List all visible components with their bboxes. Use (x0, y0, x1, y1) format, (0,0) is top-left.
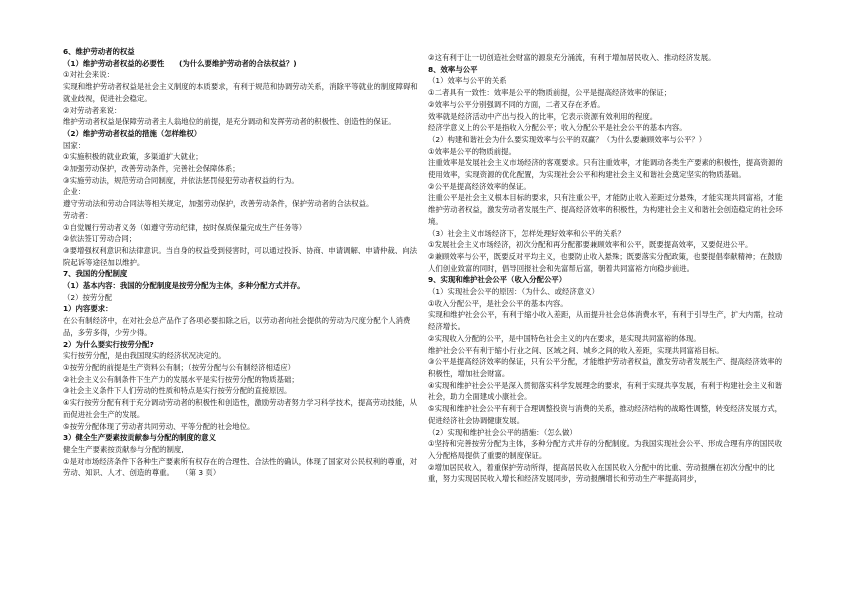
right-column-line: ③公平是提高经济效率的保证，只有公平分配，才能维护劳动者权益，激发劳动者发展生产、提高经济效率的积极性，增加社会财富。 (428, 357, 782, 378)
left-column-line: 3）健全生产要素按贡献参与分配的制度的意义 (63, 433, 216, 443)
right-column-line: 实现和维护社会公平，有利于缩小收入差距，从而提升社会总体消费水平，有利于引导生产，扩大内需，拉动经济增长。 (428, 310, 783, 332)
left-column-line: 劳动者： (63, 210, 93, 220)
right-column-line: ①发展社会主义市场经济，初次分配和再分配都要兼顾效率和公平，既要提高效率，又要促进公平。 (428, 240, 753, 250)
right-column-line: ②实现收入分配的公平，是中国特色社会主义的内在要求，是实现共同富裕的体现。 (428, 333, 701, 343)
right-column-line: ②效率与公平分别强调不同的方面，二者又存在矛盾。 (428, 99, 605, 109)
right-column-line: 注重效率是发展社会主义市场经济的客观要求。只有注重效率，才能调动各类生产要素的积极性，提高资源的使用效率，实现资源的优化配置，为实现社会公平和构建社会主义和谐社会奠定坚实的物质基础。 (428, 158, 783, 180)
left-column-line: ①对社会来说： (63, 70, 114, 80)
left-column-line: ①按劳分配的前提是生产资料公有制；（按劳分配与公有制经济相适应） (63, 362, 296, 372)
left-column-line: 健全生产要素按贡献参与分配的制度, (63, 444, 184, 454)
left-column-line: （2）维护劳动者权益的措施（怎样维权） (63, 128, 202, 138)
left-column-line: ②社会主义公有制条件下生产力的发展水平是实行按劳分配的物质基础； (63, 374, 299, 384)
left-column-line: 1）内容要求： (63, 304, 113, 314)
left-column-line: 维护劳动者权益是保障劳动者主人翁地位的前提，是充分调动和发挥劳动者的积极性、创造性的保证。 (63, 117, 396, 127)
right-column-line: （1）实现社会公平的原因：（为什么、或经济意义） (428, 287, 599, 297)
right-column (428, 52, 788, 485)
left-column-line: ③实施劳动法，规范劳动合同制度，并依法惩罚侵犯劳动者权益的行为。 (63, 175, 299, 185)
right-column-line: ①坚持和完善按劳分配为主体，多种分配方式并存的分配制度。为我国实现社会公平、形成合理有序的国民收入分配格局提供了重要的制度保证。 (428, 439, 782, 460)
left-column-line: ①实施积极的就业政策，多渠道扩大就业； (63, 152, 203, 162)
right-column-line: ②公平是提高经济效率的保证。 (428, 181, 531, 191)
left-column-line: （1）维护劳动者权益的必要性 (为什么要维护劳动者的合法权益？) (63, 58, 297, 68)
right-column-line: ②增加居民收入，着重保护劳动所得，提高居民收入在国民收入分配中的比重、劳动报酬在初次分配中的比重，努力实现居民收入增长和经济发展同步，劳动报酬增长和劳动生产率提高同步， (428, 462, 775, 484)
right-column-line: ①收入分配公平，是社会公平的基本内容。 (428, 298, 568, 308)
right-column-line: ②兼顾效率与公平，既要反对平均主义，也要防止收入悬殊；既要落实分配政策，也要提倡奉献精神；在鼓励人们创业致富的同时，倡导回报社会和先富帮后富，朝着共同富裕方向稳步前进。 (428, 251, 782, 273)
left-column-line: ④实行按劳分配有利于充分调动劳动者的积极性和创造性，激励劳动者努力学习科学技术，提高劳动技能，从而促进社会生产的发展。 (63, 398, 417, 419)
left-column-line: 遵守劳动法和劳动合同法等相关规定，加强劳动保护，改善劳动条件，保护劳动者的合法权益。 (63, 199, 374, 209)
left-column-line: 企业： (63, 187, 86, 197)
right-column-line: （2）实现和维护社会公平的措施：（怎么做） (428, 427, 577, 437)
right-column-line: ④实现和维护社会公平是深入贯彻落实科学发展理念的要求，有利于实现共享发展，有利于构建社会主义和谐社会，助力全面建成小康社会。 (428, 380, 782, 402)
right-column-line: ①效率是公平的物质前提。 (428, 146, 516, 156)
left-column-line: ②依法签订劳动合同； (63, 234, 137, 244)
left-column-line: 7、我国的分配制度 (63, 269, 128, 279)
right-column-line: ⑤实现和维护社会公平有利于合理调整投资与消费的关系，推动经济结构的战略性调整，转变经济发展方式，促进经济社会协调健康发展。 (428, 404, 782, 425)
left-column-line: ②对劳动者来说： (63, 105, 122, 115)
left-column (63, 46, 423, 479)
right-column-line: 9、实现和维护社会公平（收入分配公平） (428, 275, 567, 285)
left-column-line: 6、维护劳动者的权益 (63, 47, 135, 56)
right-column-line: 维护社会公平有利于缩小行业之间、区域之间、城乡之间的收入差距，实现共同富裕目标。 (428, 345, 724, 355)
right-column-line: 效率就是经济活动中产出与投入的比率，它表示资源有效利用的程度。 (428, 111, 658, 121)
left-column-line: 实现和维护劳动者权益是社会主义制度的本质要求，有利于规范和协调劳动关系，消除平等就业的制度障碍和就业歧视，促进社会稳定。 (63, 82, 418, 103)
right-column-line: 8、效率与公平 (428, 64, 478, 74)
left-column-line: 国家： (63, 140, 86, 150)
left-column-line: 在公有制经济中，在对社会总产品作了各项必要扣除之后，以劳动者向社会提供的劳动为尺度分配个人消费品，多劳多得，少劳少得。 (63, 316, 411, 337)
left-column-line: 2）为什么要实行按劳分配? (63, 339, 154, 349)
left-column-line: ③社会主义条件下人们劳动的性质和特点是实行按劳分配的直接原因。 (63, 386, 292, 396)
right-column-line: ①二者具有一致性：效率是公平的物质前提，公平是提高经济效率的保证； (428, 88, 672, 98)
right-column-line: 经济学意义上的公平是指收入分配公平；收入分配公平是社会公平的基本内容。 (428, 123, 687, 133)
right-column-line: （1）效率与公平的关系 (428, 76, 507, 86)
left-column-line: （1）基本内容：我国的分配制度是按劳分配为主体，多种分配方式并存。 (63, 281, 305, 291)
right-column-line: 注重公平是社会主义根本目标的要求，只有注重公平，才能防止收入差距过分悬殊，才能实现共同富裕，才能维护劳动者权益，激发劳动者发展生产、提高经济效率的积极性，为构建社会主义和谐社会创造稳定的社会环境。 (428, 193, 783, 226)
left-column-line: （2）按劳分配 (63, 292, 113, 302)
left-column-line: ③要增强权利意识和法律意识。当自身的权益受到侵害时，可以通过投诉、协商、申请调解、申请仲裁、向法院起诉等途径加以维护。 (63, 245, 417, 267)
right-column-line: （2）构建和谐社会为什么要实现效率与公平的双赢？（为什么要兼顾效率与公平？） (428, 134, 707, 144)
left-column-line: ①是对市场经济条件下各种生产要素所有权存在的合理性、合法性的确认，体现了国家对公民权利的尊重，对劳动、知识、人才、创造的尊重。 （第 3 页） (63, 456, 417, 478)
left-column-line: 实行按劳分配，是由我国现实的经济状况决定的。 (63, 351, 226, 361)
left-column-line: ⑤按劳分配体现了劳动者共同劳动、平等分配的社会地位。 (63, 421, 255, 431)
right-column-line: ②这有利于让一切创造社会财富的源泉充分涌流，有利于增加居民收入、推动经济发展。 (428, 53, 716, 62)
left-column-line: ①自觉履行劳动者义务（如遵守劳动纪律，按时保质保量完成生产任务等） (63, 222, 307, 232)
right-column-line: （3）社会主义市场经济下，怎样处理好效率和公平的关系？ (428, 228, 625, 238)
left-column-line: ②加强劳动保护，改善劳动条件，完善社会保障体系； (63, 164, 240, 174)
